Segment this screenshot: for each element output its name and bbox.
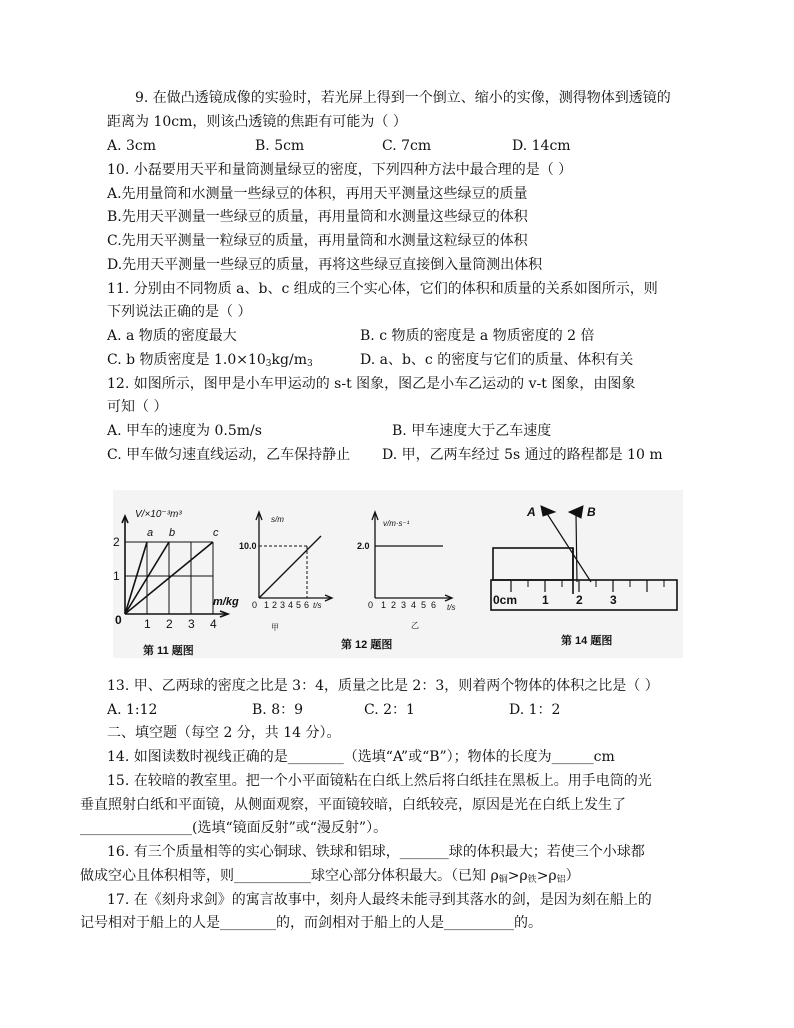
fig12-jia-xticks <box>252 600 309 610</box>
fig11-caption: 第 11 题图 <box>143 645 194 657</box>
fig12-jia-xtick: 0 <box>252 600 258 610</box>
fig14-ruler-label-3: 3 <box>610 593 617 607</box>
fig12-jia-xtick: 1 <box>264 600 270 610</box>
q16-line2: 做成空心且体积相等，则___________球空心部分体积最大。（已知 $\rho_铜>\rho_铁>\rho_铝$） <box>80 868 580 885</box>
fig11-xtick-4: 4 <box>210 617 217 631</box>
q11-stem-line1: 11. 分别由不同物质 a、b、c 组成的三个实心体，它们的体积和质量的关系如图所示，则 <box>107 281 658 297</box>
fig12-jia-yvalue: 10.0 <box>239 541 257 551</box>
fig14-ruler <box>491 580 677 610</box>
fig12-jia-label: 甲 <box>271 623 279 632</box>
fig11-origin: 0 <box>115 613 122 627</box>
q14-stem: 14. 如图读数时视线正确的是________（选填“A”或“B”）；物体的长度为______cm <box>107 749 615 765</box>
fig12-yi-label: 乙 <box>411 621 419 630</box>
fig12-yi-xtick: 5 <box>421 600 427 610</box>
q11-option-a: A. a 物质的密度最大 <box>107 328 237 344</box>
q10-stem: 10. 小磊要用天平和量筒测量绿豆的密度，下列四种方法中最合理的是（ ） <box>107 162 573 178</box>
fig12-jia-xtick: 4 <box>288 600 294 610</box>
fig11-line-a <box>125 542 147 614</box>
fig12-jia-xtick: 2 <box>272 600 278 610</box>
q9-option-a: A. 3cm <box>107 138 157 154</box>
q15-line1: 15. 在较暗的教室里。把一个小平面镜粘在白纸上然后将白纸挂在黑板上。用手电筒的光 <box>107 773 652 789</box>
fig12-yi-xtick: 2 <box>391 600 397 610</box>
q9-stem-line1: 9. 在做凸透镜成像的实验时，若光屏上得到一个倒立、缩小的实像，测得物体到透镜的 <box>135 90 671 106</box>
fig14-eye-a-icon <box>541 506 555 516</box>
q12-stem-line1: 12. 如图所示，图甲是小车甲运动的 s-t 图象，图乙是小车乙运动的 v-t 图象，由图象 <box>107 376 636 392</box>
fig11-xtick-1: 1 <box>144 617 151 631</box>
q9-option-d: D. 14cm <box>512 138 571 154</box>
fig11-label-a: a <box>147 527 154 539</box>
fig12-jia-xlabel: t/s <box>313 601 322 610</box>
fig12-yi-xticks <box>368 600 436 610</box>
fig14-object-block <box>493 548 573 580</box>
q12-stem-line2: 可知（ ） <box>107 399 168 415</box>
fig11-xlabel: m/kg <box>213 596 239 608</box>
fig11-ytick-2: 2 <box>113 535 120 549</box>
fig12-yi-xtick: 1 <box>381 600 387 610</box>
fig12-yi-xtick: 0 <box>368 600 374 610</box>
fig12-yi-xlabel: t/s <box>447 603 456 612</box>
q17-line1: 17. 在《刻舟求剑》的寓言故事中，刻舟人最终未能寻到其落水的剑，是因为刻在船上的 <box>107 892 652 908</box>
figure-12-jia <box>256 512 332 601</box>
fig12-jia-xtick: 3 <box>280 600 286 610</box>
q11-option-b: B. c 物质的密度是 a 物质密度的 2 倍 <box>360 328 595 344</box>
fig12-jia-line <box>259 536 321 598</box>
fig11-label-b: b <box>169 527 176 539</box>
q9-stem-line2: 距离为 10cm，则该凸透镜的焦距有可能为（ ） <box>107 114 407 130</box>
section-2-heading: 二、填空题（每空 2 分，共 14 分）。 <box>107 725 341 741</box>
q11-option-c: C. b 物质密度是 $1.0\times 10^3kg/m^3$ <box>107 352 313 369</box>
figures-panel <box>113 490 683 658</box>
fig12-yi-ylabel: v/m·s⁻¹ <box>383 519 410 528</box>
q10-option-d: D.先用天平测量一些绿豆的质量，再将这些绿豆直接倒入量筒测出体积 <box>107 257 543 273</box>
q12-option-d: D. 甲，乙两车经过 5s 通过的路程都是 10 m <box>382 447 663 463</box>
q15-line2: 垂直照射白纸和平面镜，从侧面观察，平面镜较暗，白纸较亮，原因是光在白纸上发生了 <box>80 797 626 813</box>
fig14-ruler-label-1: 1 <box>542 593 549 607</box>
fig12-jia-ylabel: s/m <box>271 515 284 524</box>
fig12-jia-xtick: 5 <box>296 600 302 610</box>
q12-option-c: C. 甲车做匀速直线运动，乙车保持静止 <box>107 447 351 463</box>
fig12-yi-xtick: 6 <box>431 600 437 610</box>
fig12-yi-xtick: 3 <box>401 600 407 610</box>
fig14-sightline-a <box>546 512 591 582</box>
fig12-caption: 第 12 题图 <box>341 639 393 651</box>
q11-option-d: D. a、b、c 的密度与它们的质量、体积有关 <box>360 352 634 368</box>
fig14-ruler-label-2: 2 <box>576 593 583 607</box>
q13-stem: 13. 甲、乙两球的密度之比是 3：4，质量之比是 2：3，则着两个物体的体积之比是（ ） <box>107 678 659 694</box>
fig12-jia-xtick: 6 <box>304 600 310 610</box>
q9-option-b: B. 5cm <box>255 138 305 154</box>
fig11-xtick-2: 2 <box>166 617 173 631</box>
fig12-yi-yvalue: 2.0 <box>357 541 370 551</box>
q10-option-a: A.先用量筒和水测量一些绿豆的体积，再用天平测量这些绿豆的质量 <box>107 186 528 202</box>
figure-14 <box>491 506 677 610</box>
fig14-label-b: B <box>587 505 596 519</box>
fig11-label-c: c <box>213 527 219 539</box>
fig11-xtick-3: 3 <box>188 617 195 631</box>
fig12-yi-xtick: 4 <box>411 600 417 610</box>
fig11-ylabel: V/×10⁻³m³ <box>135 509 182 520</box>
fig14-sightline-b <box>576 514 577 582</box>
q11-stem-line2: 下列说法正确的是（ ） <box>107 304 252 320</box>
q16-line1: 16. 有三个质量相等的实心铜球、铁球和铝球，_______球的体积最大；若使三个小球都 <box>107 844 645 860</box>
q9-option-c: C. 7cm <box>382 138 432 154</box>
q15-line3: ________________(选填“镜面反射”或“漫反射”）。 <box>80 820 388 836</box>
fig14-caption: 第 14 题图 <box>561 635 613 647</box>
q13-option-b: B. 8：9 <box>252 702 304 718</box>
fig14-ruler-label-0: 0cm <box>493 593 518 607</box>
fig11-ytick-1: 1 <box>113 569 120 583</box>
q13-option-d: D. 1：2 <box>509 702 561 718</box>
q12-option-b: B. 甲车速度大于乙车速度 <box>392 423 552 439</box>
q13-option-c: C. 2：1 <box>364 702 415 718</box>
q13-option-a: A. 1:12 <box>107 702 158 718</box>
q12-option-a: A. 甲车的速度为 0.5m/s <box>107 423 262 439</box>
q17-line2: 记号相对于船上的人是________的，而剑相对于船上的人是__________的。 <box>80 915 542 931</box>
fig14-label-a: A <box>527 505 536 519</box>
figures-svg <box>113 490 683 658</box>
q10-option-c: C.先用天平测量一粒绿豆的质量，再用量筒和水测量这粒绿豆的体积 <box>107 233 528 249</box>
q10-option-b: B.先用天平测量一些绿豆的质量，再用量筒和水测量这些绿豆的体积 <box>107 209 528 225</box>
